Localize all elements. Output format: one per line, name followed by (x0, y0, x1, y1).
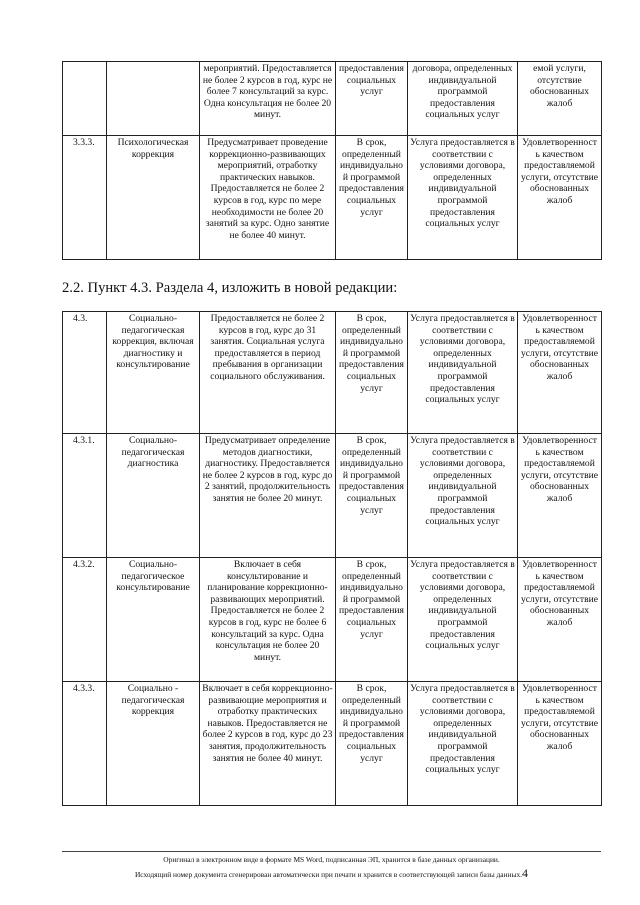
service-conditions: договора, определенных индивидуальной программой предоставления социальных услуг (408, 62, 518, 136)
table-row (63, 136, 602, 260)
table-row (63, 62, 602, 136)
service-conditions: Услуга предоставляется в соответствии с условиями договора, определенных индивидуальной программой предоставления социальных услуг (408, 136, 518, 260)
service-term: В срок, определенный индивидуальной программой предоставления социальных услуг (336, 558, 408, 682)
row-number: 4.3. (63, 312, 107, 434)
service-name (107, 62, 200, 136)
service-name: Психологическая коррекция (107, 136, 200, 260)
footer-divider (62, 851, 601, 852)
service-description: Предусматривает определение методов диагностики, диагностику. Предоставляется не более 2 курсов в год, курс до 2 занятий, продолжительность занятия не более 20 минут. (200, 434, 336, 558)
service-conditions: Услуга предоставляется в соответствии с условиями договора, определенных индивидуальной программой предоставления социальных услуг (408, 434, 518, 558)
service-name: Социально-педагогическое консультирование (107, 558, 200, 682)
row-number: 4.3.2. (63, 558, 107, 682)
service-name: Социально-педагогическая диагностика (107, 434, 200, 558)
service-name: Социально-педагогическая коррекция, включая диагностику и консультирование (107, 312, 200, 434)
service-conditions: Услуга предоставляется в соответствии с условиями договора, определенных индивидуальной программой предоставления социальных услуг (408, 682, 518, 806)
table-row (63, 312, 602, 434)
row-number: 3.3.3. (63, 136, 107, 260)
service-criteria: Удовлетворенность качеством предоставляемой услуги, отсутствие обоснованных жалоб (518, 682, 602, 806)
service-criteria: емой услуги, отсутствие обоснованных жалоб (518, 62, 602, 136)
service-criteria: Удовлетворенность качеством предоставляемой услуги, отсутствие обоснованных жалоб (518, 312, 602, 434)
service-description: Предоставляется не более 2 курсов в год, курс до 31 занятия. Социальная услуга предоставляется в период пребывания в организации социального обслуживания. (200, 312, 336, 434)
row-number (63, 62, 107, 136)
service-name: Социально - педагогическая коррекция (107, 682, 200, 806)
service-term: В срок, определенный индивидуальной программой предоставления социальных услуг (336, 312, 408, 434)
service-description: мероприятий. Предоставляется не более 2 курсов в год, курс не более 7 консультаций за курс. Одна консультация не более 20 минут. (200, 62, 336, 136)
service-description: Включает в себя консультирование и планирование коррекционно-развивающих мероприятий. Предоставляется не более 2 курсов в год, курс не более 6 консультаций за курс. Одна консультация не более 20 минут. (200, 558, 336, 682)
service-description: Предусматривает проведение коррекционно-развивающих мероприятий, отработку практических навыков. Предоставляется не более 2 курсов в год, курс по мере необходимости не более 20 занятий за курс. Одно занятие не более 40 минут. (200, 136, 336, 260)
service-term: В срок, определенный индивидуальной программой предоставления социальных услуг (336, 136, 408, 260)
service-conditions: Услуга предоставляется в соответствии с условиями договора, определенных индивидуальной программой предоставления социальных услуг (408, 558, 518, 682)
continuation-table (62, 61, 602, 260)
service-term: В срок, определенный индивидуальной программой предоставления социальных услуг (336, 434, 408, 558)
table-row (63, 434, 602, 558)
footer-note-2-text: Исходящий номер документа сгенерирован автоматически при печати и хранится в соответствующей записи базы данных. (134, 870, 523, 879)
service-criteria: Удовлетворенность качеством предоставляемой услуги, отсутствие обоснованных жалоб (518, 136, 602, 260)
service-conditions: Услуга предоставляется в соответствии с условиями договора, определенных индивидуальной программой предоставления социальных услуг (408, 312, 518, 434)
table-row (63, 682, 602, 806)
service-criteria: Удовлетворенность качеством предоставляемой услуги, отсутствие обоснованных жалоб (518, 434, 602, 558)
footer-note-2 (62, 866, 601, 881)
services-table (62, 311, 602, 806)
table-row (63, 558, 602, 682)
service-criteria: Удовлетворенность качеством предоставляемой услуги, отсутствие обоснованных жалоб (518, 558, 602, 682)
page-number: 4 (522, 866, 529, 880)
service-term: предоставления социальных услуг (336, 62, 408, 136)
service-description: Включает в себя коррекционно-развивающие мероприятия и отработку практических навыков. Предоставляется не более 2 курсов в год, курс до 23 занятия, продолжительность занятия не более 40 минут. (200, 682, 336, 806)
footer-note: Оригинал в электронном виде в формате MS Word, подписанная ЭП, хранится в базе данных организации. (163, 855, 500, 864)
service-term: В срок, определенный индивидуальной программой предоставления социальных услуг (336, 682, 408, 806)
row-number: 4.3.3. (63, 682, 107, 806)
row-number: 4.3.1. (63, 434, 107, 558)
section-heading: 2.2. Пункт 4.3. Раздела 4, изложить в новой редакции: (62, 280, 398, 296)
